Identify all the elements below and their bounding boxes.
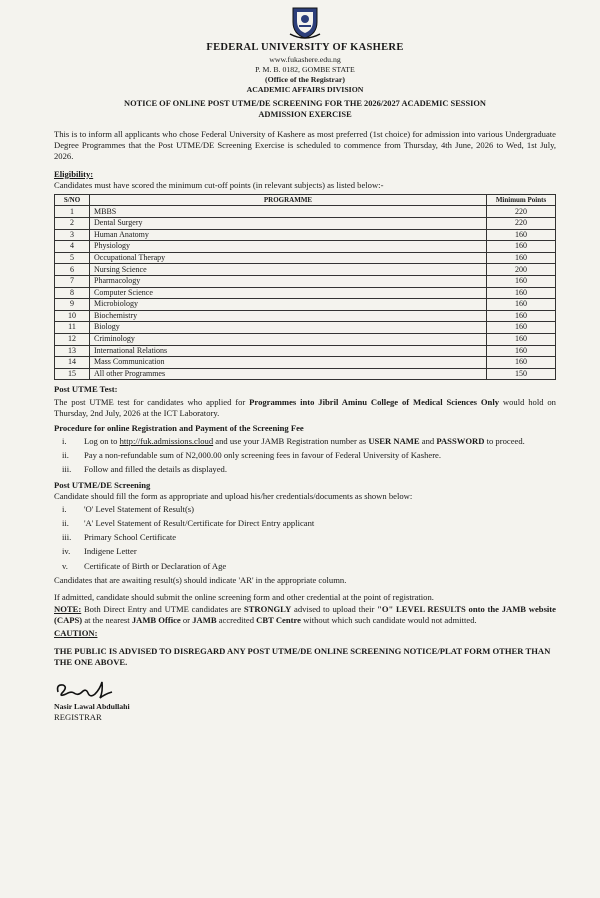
table-row xyxy=(55,345,556,357)
item-number: iii. xyxy=(62,464,72,475)
cell-programme: All other Programmes xyxy=(90,368,487,380)
item-number: ii. xyxy=(62,450,69,461)
password-label: PASSWORD xyxy=(436,436,485,447)
intro-paragraph: This is to inform all applicants who chose Federal University of Kashere as most preferred (1st choice) for admission into various Undergraduate Degree Programmes that the Post UTME/DE Screening Exercise is scheduled to commence from Thursday, 4th June, 2026 to Wed, 1st July, 2026. xyxy=(54,128,556,162)
university-address: P. M. B. 0182, GOMBE STATE xyxy=(255,64,355,74)
documents-list xyxy=(54,504,556,572)
office-label: (Office of the Registrar) xyxy=(265,74,345,84)
note-text: Both Direct Entry and UTME candidates are xyxy=(81,604,244,615)
cell-sno: 3 xyxy=(55,229,90,241)
cell-sno: 11 xyxy=(55,322,90,334)
item-number: i. xyxy=(62,436,67,447)
note-bold: STRONGLY xyxy=(243,604,292,615)
note-bold: CBT Centre xyxy=(256,615,301,626)
table-row xyxy=(55,310,556,322)
cutoff-table xyxy=(54,194,556,381)
note-text: at the nearest xyxy=(82,615,132,626)
item-number: v. xyxy=(62,560,68,571)
note-bold: "O" LEVEL RESULTS onto the JAMB website (CAPS) xyxy=(54,604,556,626)
cell-points: 160 xyxy=(487,229,556,241)
item-number: iii. xyxy=(62,532,72,543)
table-row xyxy=(55,287,556,299)
screening-heading: Post UTME/DE Screening xyxy=(54,479,151,490)
university-name: FEDERAL UNIVERSITY OF KASHERE xyxy=(206,42,404,53)
cell-sno: 15 xyxy=(55,368,90,380)
cell-sno: 8 xyxy=(55,287,90,299)
list-item-text: Log on to xyxy=(84,436,120,447)
cell-sno: 12 xyxy=(55,333,90,345)
cell-points: 220 xyxy=(487,218,556,230)
eligibility-heading: Eligibility: xyxy=(54,168,94,179)
signature-icon xyxy=(54,678,124,702)
cell-programme: Computer Science xyxy=(90,287,487,299)
cell-programme: Biochemistry xyxy=(90,310,487,322)
cell-sno: 10 xyxy=(55,310,90,322)
item-number: iv. xyxy=(62,546,71,557)
cell-points: 200 xyxy=(487,264,556,276)
notice-title-line1: NOTICE OF ONLINE POST UTME/DE SCREENING FOR THE 2026/2027 ACADEMIC SESSION xyxy=(124,99,486,109)
signatory-title: REGISTRAR xyxy=(54,712,102,723)
procedure-list xyxy=(54,436,556,476)
cutoff-table-body xyxy=(55,206,556,380)
table-row xyxy=(55,241,556,253)
cell-points: 160 xyxy=(487,345,556,357)
cell-points: 160 xyxy=(487,287,556,299)
cell-programme: Human Anatomy xyxy=(90,229,487,241)
note-paragraph xyxy=(54,604,556,626)
table-row xyxy=(55,333,556,345)
cell-programme: Physiology xyxy=(90,241,487,253)
cell-programme: International Relations xyxy=(90,345,487,357)
list-item xyxy=(62,518,556,529)
cell-programme: MBBS xyxy=(90,206,487,218)
note-bold: JAMB xyxy=(192,615,217,626)
table-row xyxy=(55,218,556,230)
caution-text: THE PUBLIC IS ADVISED TO DISREGARD ANY POST UTME/DE ONLINE SCREENING NOTICE/PLAT FORM OTHER THAN THE ONE ABOVE. xyxy=(54,645,551,667)
cell-points: 160 xyxy=(487,299,556,311)
eligibility-text: Candidates must have scored the minimum cut-off points (in relevant subjects) as listed below:- xyxy=(54,179,384,190)
cell-sno: 13 xyxy=(55,345,90,357)
table-row xyxy=(55,206,556,218)
list-item-text: and xyxy=(419,436,437,447)
table-header-row xyxy=(55,194,556,206)
table-row xyxy=(55,276,556,288)
cell-programme: Mass Communication xyxy=(90,357,487,369)
list-item-text: and use your JAMB Registration number as xyxy=(213,436,369,447)
awaiting-results-text: Candidates that are awaiting result(s) should indicate 'AR' in the appropriate column. xyxy=(54,574,347,585)
table-row xyxy=(55,322,556,334)
cell-points: 150 xyxy=(487,368,556,380)
list-item-text: to proceed. xyxy=(484,436,525,447)
division-label: ACADEMIC AFFAIRS DIVISION xyxy=(246,85,364,95)
list-item xyxy=(62,546,556,557)
note-text: or xyxy=(180,615,193,626)
list-item-text: 'A' Level Statement of Result/Certificate for Direct Entry applicant xyxy=(84,518,315,529)
table-row xyxy=(55,357,556,369)
test-text-1: The post UTME test for candidates who applied for xyxy=(54,396,250,407)
cell-programme: Occupational Therapy xyxy=(90,252,487,264)
admissions-link[interactable]: http://fuk.admissions.cloud xyxy=(119,436,214,447)
table-row xyxy=(55,368,556,380)
cell-programme: Biology xyxy=(90,322,487,334)
list-item xyxy=(62,560,556,572)
col-points: Minimum Points xyxy=(487,194,556,206)
note-text: advised to upload their xyxy=(291,604,378,615)
cell-points: 160 xyxy=(487,241,556,253)
procedure-heading: Procedure for online Registration and Payment of the Screening Fee xyxy=(54,422,304,433)
cell-points: 160 xyxy=(487,276,556,288)
list-item xyxy=(62,436,556,447)
list-item-text: Indigene Letter xyxy=(84,546,137,557)
cell-programme: Dental Surgery xyxy=(90,218,487,230)
cell-sno: 6 xyxy=(55,264,90,276)
university-crest-icon xyxy=(288,4,322,40)
cell-points: 220 xyxy=(487,206,556,218)
col-sno: S/NO xyxy=(55,194,90,206)
test-text-2: would hold on Thursday, 2nd July, 2026 at the ICT Laboratory. xyxy=(54,396,556,418)
col-programme: PROGRAMME xyxy=(90,194,487,206)
university-website: www.fukashere.edu.ng xyxy=(269,54,341,64)
cell-sno: 5 xyxy=(55,252,90,264)
list-item-text: Primary School Certificate xyxy=(84,532,177,543)
note-label: NOTE: xyxy=(54,604,82,615)
cell-sno: 1 xyxy=(55,206,90,218)
cell-points: 160 xyxy=(487,310,556,322)
cell-programme: Pharmacology xyxy=(90,276,487,288)
list-item-text: 'O' Level Statement of Result(s) xyxy=(84,503,195,514)
post-utme-test-text xyxy=(54,397,556,419)
cell-points: 160 xyxy=(487,333,556,345)
list-item-text: Pay a non-refundable sum of N2,000.00 only screening fees in favour of Federal University of Kashere. xyxy=(84,450,442,461)
cell-points: 160 xyxy=(487,252,556,264)
cell-programme: Criminology xyxy=(90,333,487,345)
signature-block xyxy=(54,678,556,723)
item-number: ii. xyxy=(62,518,69,529)
cell-sno: 9 xyxy=(55,299,90,311)
list-item xyxy=(62,532,556,543)
cell-sno: 2 xyxy=(55,218,90,230)
cell-sno: 4 xyxy=(55,241,90,253)
cell-programme: Nursing Science xyxy=(90,264,487,276)
table-row xyxy=(55,264,556,276)
cell-points: 160 xyxy=(487,322,556,334)
test-text-bold: Programmes into Jibril Aminu College of Medical Sciences Only xyxy=(249,396,500,407)
notice-title xyxy=(54,99,556,121)
notice-title-line2: ADMISSION EXERCISE xyxy=(258,110,352,120)
note-text: accredited xyxy=(216,615,257,626)
username-label: USER NAME xyxy=(368,436,420,447)
item-number: i. xyxy=(62,503,67,514)
cell-sno: 14 xyxy=(55,357,90,369)
table-row xyxy=(55,252,556,264)
table-row xyxy=(55,299,556,311)
admitted-text: If admitted, candidate should submit the online screening form and other credential at the point of registration. xyxy=(54,591,434,602)
note-text: without which such candidate would not admitted. xyxy=(300,615,477,626)
list-item xyxy=(62,503,556,515)
signatory-name: Nasir Lawal Abdullahi xyxy=(54,701,130,711)
screening-intro: Candidate should fill the form as appropriate and upload his/her credentials/documents as shown below: xyxy=(54,490,413,501)
list-item-text: Follow and filled the details as displayed. xyxy=(84,464,227,475)
cell-sno: 7 xyxy=(55,276,90,288)
list-item-text: Certificate of Birth or Declaration of Age xyxy=(84,560,227,571)
list-item xyxy=(62,464,556,475)
post-utme-test-heading: Post UTME Test: xyxy=(54,384,118,395)
cell-programme: Microbiology xyxy=(90,299,487,311)
list-item xyxy=(62,450,556,461)
table-row xyxy=(55,229,556,241)
cell-points: 160 xyxy=(487,357,556,369)
caution-heading: CAUTION: xyxy=(54,628,98,639)
note-bold: JAMB Office xyxy=(131,615,181,626)
